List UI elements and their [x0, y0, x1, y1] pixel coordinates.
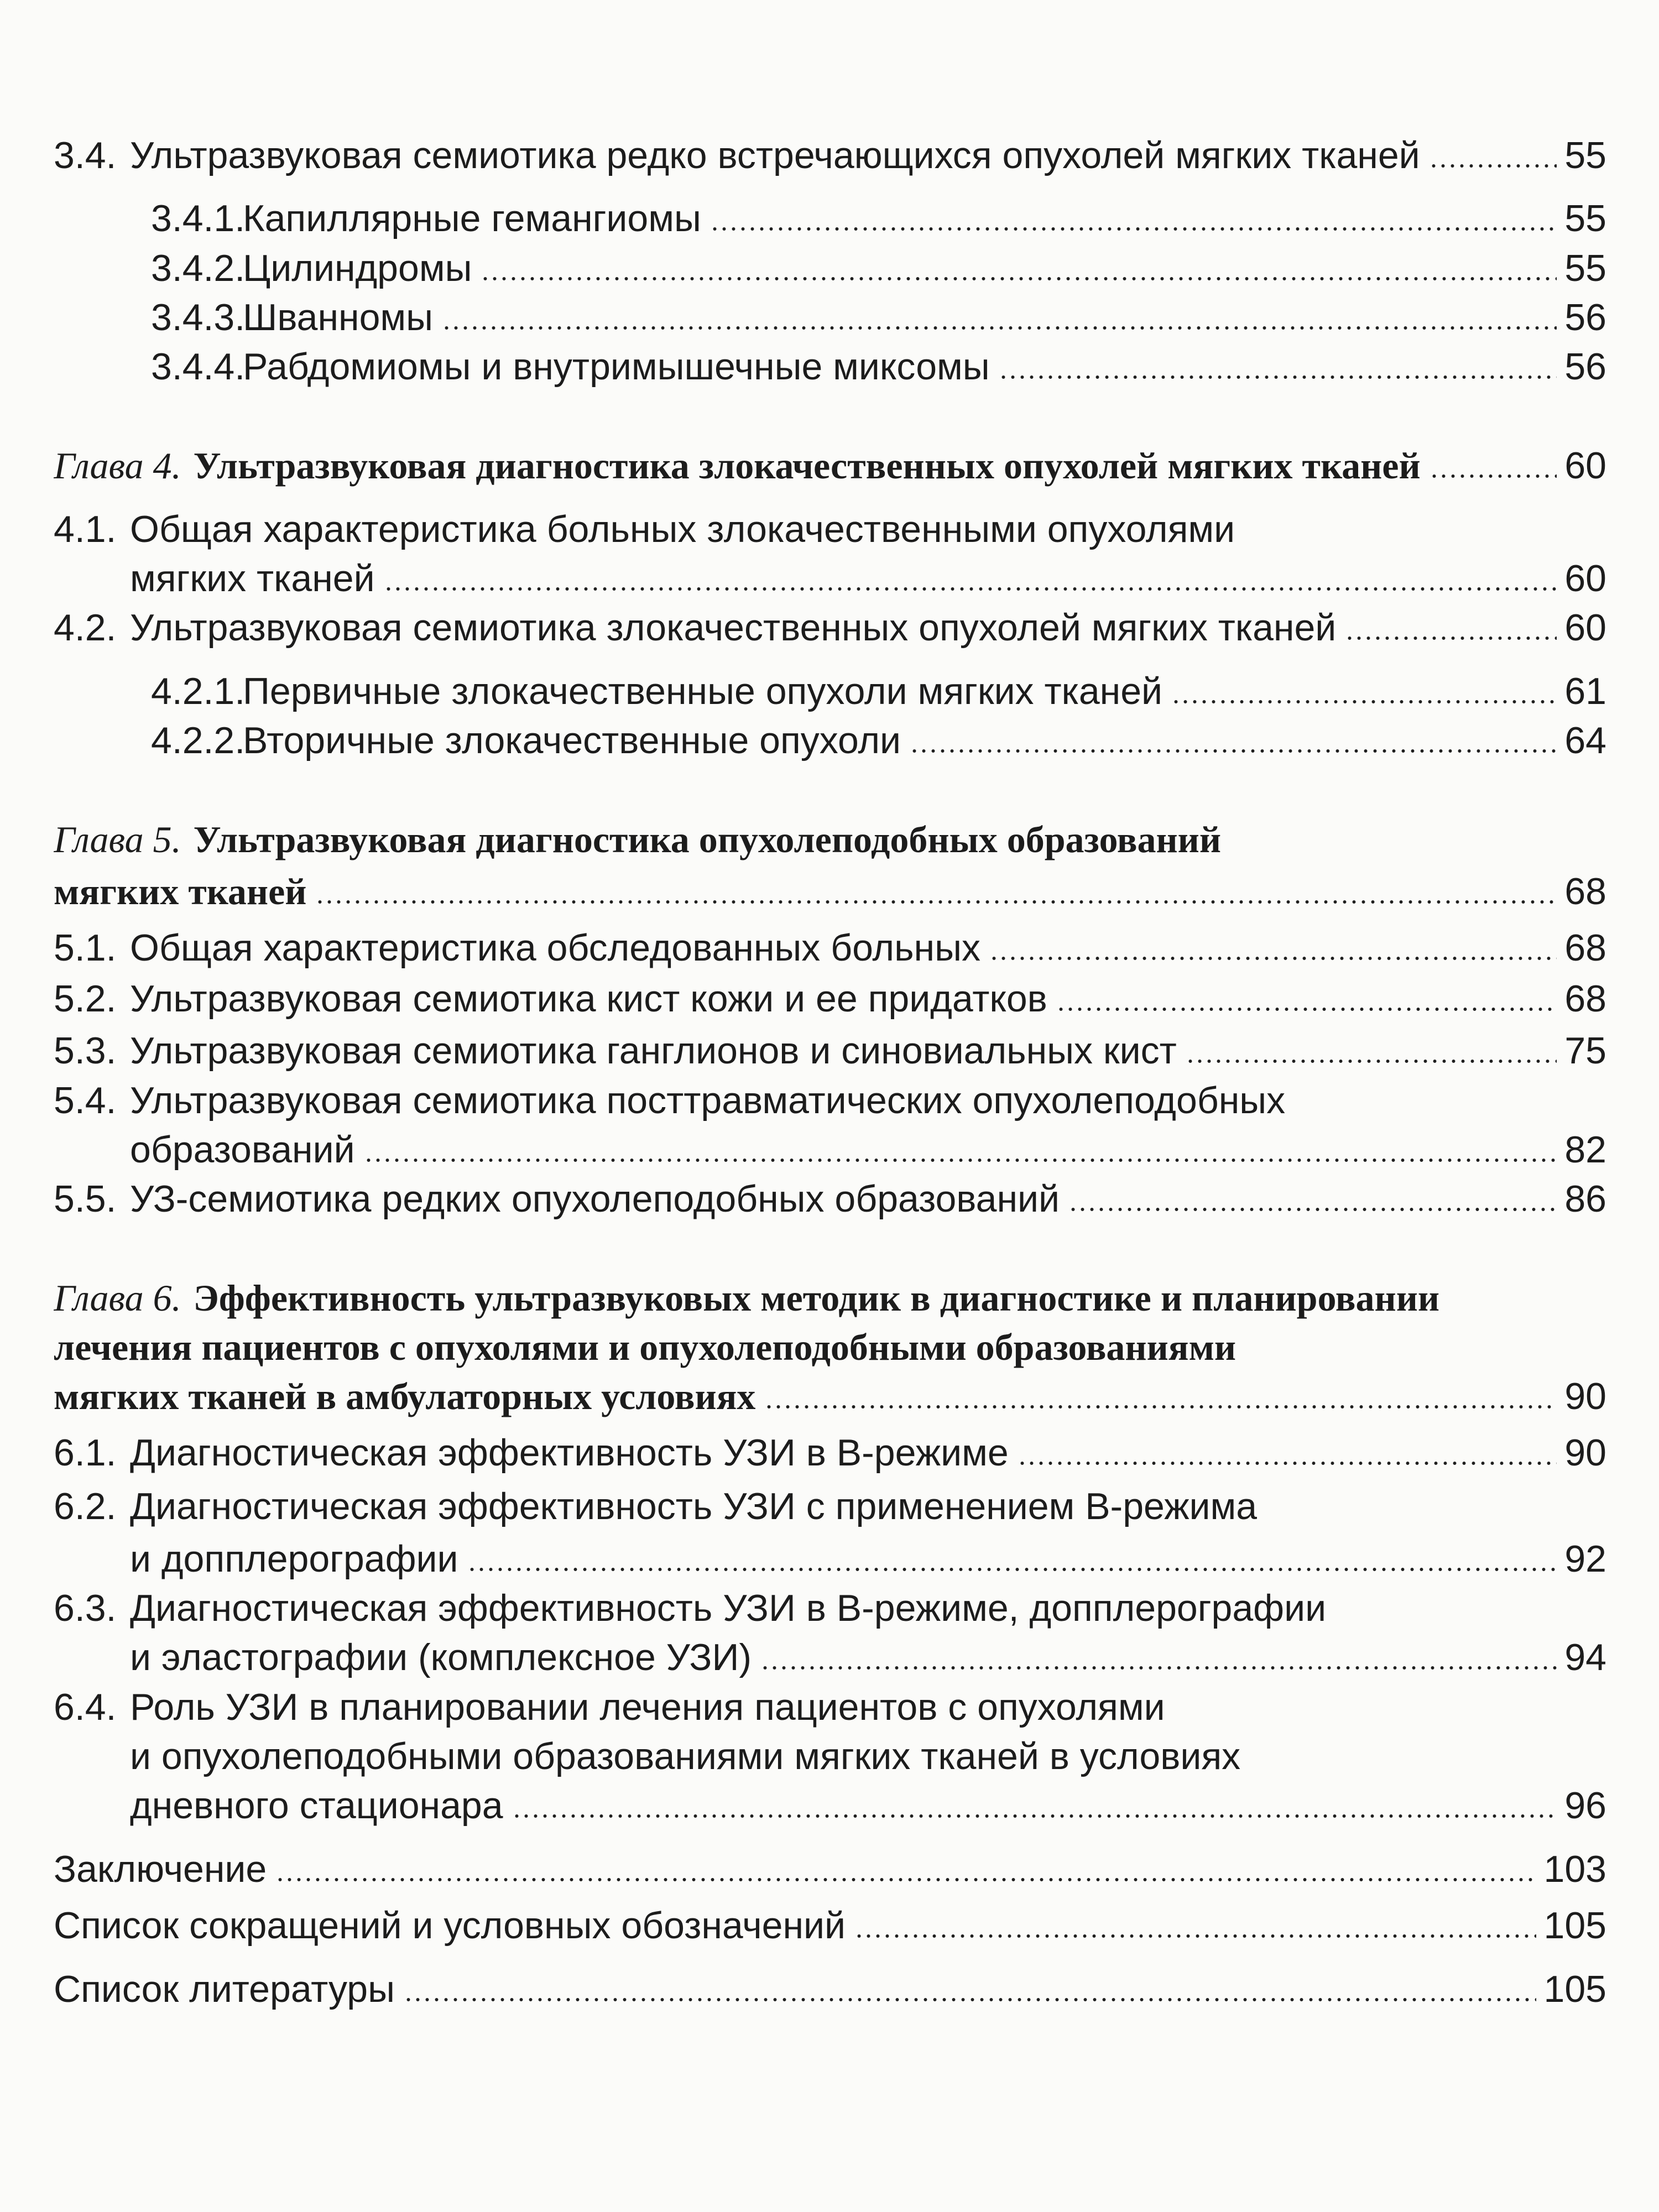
page-number: 55 [1564, 197, 1606, 239]
dot-leader [1171, 666, 1557, 716]
entry-title: Диагностическая эффективность УЗИ в В-режиме, допплерографии [130, 1587, 1327, 1629]
chapter-6-heading [54, 1273, 1606, 1323]
entry-title: и допплерографии [130, 1538, 458, 1580]
toc-entry-3-4 [54, 131, 1606, 180]
entry-title: Рабдомиомы и внутримышечные миксомы [243, 346, 990, 388]
page-number: 68 [1564, 978, 1606, 1020]
toc-entry-5-2 [54, 974, 1606, 1024]
section-number: 6.3. [54, 1587, 117, 1629]
toc-entry-conclusion [54, 1844, 1606, 1894]
entry-title: Ультразвуковая семиотика ганглионов и синовиальных кист [130, 1030, 1177, 1072]
entry-title: Список литературы [54, 1968, 395, 2010]
dot-leader [404, 1964, 1536, 2014]
entry-title: Вторичные злокачественные опухоли [243, 719, 901, 761]
page-number: 92 [1564, 1538, 1606, 1580]
toc-entry-6-3 [54, 1583, 1606, 1633]
page-number: 86 [1564, 1178, 1606, 1220]
section-number: 6.4. [54, 1686, 117, 1728]
chapter-5-heading [54, 815, 1606, 864]
entry-title: Ультразвуковая семиотика посттравматических опухолеподобных [130, 1079, 1286, 1121]
toc-entry-6-2-continued [130, 1534, 1606, 1584]
dot-leader [315, 867, 1557, 916]
entry-title: дневного стационара [130, 1785, 503, 1827]
chapter-label: Глава 4. [54, 445, 181, 487]
section-number: 4.1. [54, 508, 117, 550]
toc-entry-5-4 [54, 1076, 1606, 1125]
entry-title: мягких тканей [130, 557, 375, 599]
page-number: 61 [1564, 670, 1606, 712]
toc-entry-6-3-continued [130, 1632, 1606, 1682]
dot-leader [999, 342, 1557, 392]
dot-leader [275, 1844, 1536, 1894]
dot-leader [760, 1632, 1557, 1682]
page-number: 75 [1564, 1030, 1606, 1072]
dot-leader [512, 1781, 1557, 1830]
toc-entry-6-2 [54, 1481, 1606, 1531]
dot-leader [481, 243, 1557, 293]
toc-entry-5-4-continued [130, 1125, 1606, 1175]
dot-leader [1345, 603, 1557, 653]
page-number: 68 [1564, 927, 1606, 969]
entry-title: Капиллярные гемангиомы [243, 197, 701, 239]
page-number: 82 [1564, 1129, 1606, 1171]
section-number: 3.4.1. [151, 197, 246, 239]
toc-entry-4-2-2 [151, 716, 1606, 765]
section-number: 3.4.3. [151, 296, 246, 338]
chapter-title: мягких тканей в амбулаторных условиях [54, 1375, 756, 1417]
section-number: 4.2.1. [151, 670, 246, 712]
toc-entry-3-4-3 [151, 293, 1606, 342]
entry-title: Ультразвуковая семиотика редко встречающихся опухолей мягких тканей [130, 134, 1420, 176]
page-number: 60 [1564, 445, 1606, 487]
dot-leader [442, 293, 1557, 342]
dot-leader [1068, 1174, 1557, 1224]
dot-leader [1429, 131, 1557, 180]
toc-entry-6-4 [54, 1682, 1606, 1732]
entry-title: Заключение [54, 1848, 267, 1890]
page-number: 94 [1564, 1636, 1606, 1678]
page-number: 105 [1543, 1968, 1606, 2010]
entry-title: Шванномы [243, 296, 434, 338]
page-number: 90 [1564, 1432, 1606, 1474]
section-number: 5.3. [54, 1030, 117, 1072]
toc-entry-4-2-1 [151, 666, 1606, 716]
entry-title: Общая характеристика больных злокачественными опухолями [130, 508, 1235, 550]
entry-title: образований [130, 1129, 355, 1171]
entry-title: Роль УЗИ в планировании лечения пациентов с опухолями [130, 1686, 1165, 1728]
toc-entry-3-4-4 [151, 342, 1606, 392]
dot-leader [854, 1901, 1536, 1950]
toc-entry-5-3 [54, 1026, 1606, 1076]
dot-leader [710, 194, 1557, 243]
page-number: 55 [1564, 134, 1606, 176]
chapter-6-heading-continued-2 [54, 1371, 1606, 1421]
toc-entry-6-4-continued [130, 1731, 1606, 1781]
section-number: 5.1. [54, 927, 117, 969]
toc-entry-3-4-2 [151, 243, 1606, 293]
dot-leader [764, 1371, 1557, 1421]
dot-leader [1430, 441, 1557, 491]
section-number: 5.5. [54, 1178, 117, 1220]
dot-leader [1186, 1026, 1557, 1076]
toc-entry-6-4-continued-2 [130, 1781, 1606, 1830]
section-number: 4.2. [54, 607, 117, 649]
chapter-title: Ультразвуковая диагностика опухолеподобных образований [193, 818, 1222, 860]
page-number: 103 [1543, 1848, 1606, 1890]
entry-title: Диагностическая эффективность УЗИ с применением В-режима [130, 1485, 1258, 1527]
section-number: 5.4. [54, 1079, 117, 1121]
chapter-4-heading [54, 441, 1606, 491]
section-number: 3.4.2. [151, 247, 246, 289]
entry-title: Список сокращений и условных обозначений [54, 1905, 846, 1947]
toc-entry-abbreviations [54, 1901, 1606, 1950]
page-number: 60 [1564, 607, 1606, 649]
chapter-title: Ультразвуковая диагностика злокачественных опухолей мягких тканей [193, 445, 1421, 487]
page-number: 56 [1564, 346, 1606, 388]
section-number: 6.2. [54, 1485, 117, 1527]
page-number: 105 [1543, 1905, 1606, 1947]
entry-title: Первичные злокачественные опухоли мягких тканей [243, 670, 1163, 712]
dot-leader [989, 923, 1557, 973]
dot-leader [1018, 1428, 1557, 1478]
toc-entry-4-2 [54, 603, 1606, 653]
chapter-6-heading-continued [54, 1322, 1606, 1372]
dot-leader [1056, 974, 1557, 1024]
section-number: 3.4. [54, 134, 117, 176]
chapter-title: Эффективность ультразвуковых методик в диагностике и планировании [193, 1277, 1440, 1319]
page-number: 68 [1564, 870, 1606, 912]
section-number: 6.1. [54, 1432, 117, 1474]
page-number: 96 [1564, 1785, 1606, 1827]
toc-entry-references [54, 1964, 1606, 2014]
entry-title: Цилиндромы [243, 247, 472, 289]
page-number: 90 [1564, 1375, 1606, 1417]
toc-entry-4-1 [54, 504, 1606, 554]
chapter-5-heading-continued [54, 867, 1606, 916]
chapter-label: Глава 5. [54, 818, 181, 860]
entry-title: УЗ-семиотика редких опухолеподобных образований [130, 1178, 1060, 1220]
section-number: 5.2. [54, 978, 117, 1020]
page-number: 64 [1564, 719, 1606, 761]
entry-title: Ультразвуковая семиотика кист кожи и ее придатков [130, 978, 1047, 1020]
toc-entry-5-1 [54, 923, 1606, 973]
entry-title: Ультразвуковая семиотика злокачественных опухолей мягких тканей [130, 607, 1337, 649]
entry-title: и опухолеподобными образованиями мягких тканей в условиях [130, 1735, 1241, 1777]
chapter-title: мягких тканей [54, 870, 307, 912]
dot-leader [467, 1534, 1557, 1584]
page-number: 60 [1564, 557, 1606, 599]
toc-entry-4-1-continued [130, 554, 1606, 603]
chapter-label: Глава 6. [54, 1277, 181, 1319]
chapter-title: лечения пациентов с опухолями и опухолеподобными образованиями [54, 1326, 1237, 1368]
page-number: 56 [1564, 296, 1606, 338]
entry-title: Общая характеристика обследованных больных [130, 927, 980, 969]
dot-leader [910, 716, 1557, 765]
toc-entry-6-1 [54, 1428, 1606, 1478]
dot-leader [384, 554, 1557, 603]
page-number: 55 [1564, 247, 1606, 289]
section-number: 4.2.2. [151, 719, 246, 761]
entry-title: Диагностическая эффективность УЗИ в В-режиме [130, 1432, 1009, 1474]
toc-entry-5-5 [54, 1174, 1606, 1224]
section-number: 3.4.4. [151, 346, 246, 388]
dot-leader [364, 1125, 1557, 1175]
entry-title: и эластографии (комплексное УЗИ) [130, 1636, 752, 1678]
toc-entry-3-4-1 [151, 194, 1606, 243]
